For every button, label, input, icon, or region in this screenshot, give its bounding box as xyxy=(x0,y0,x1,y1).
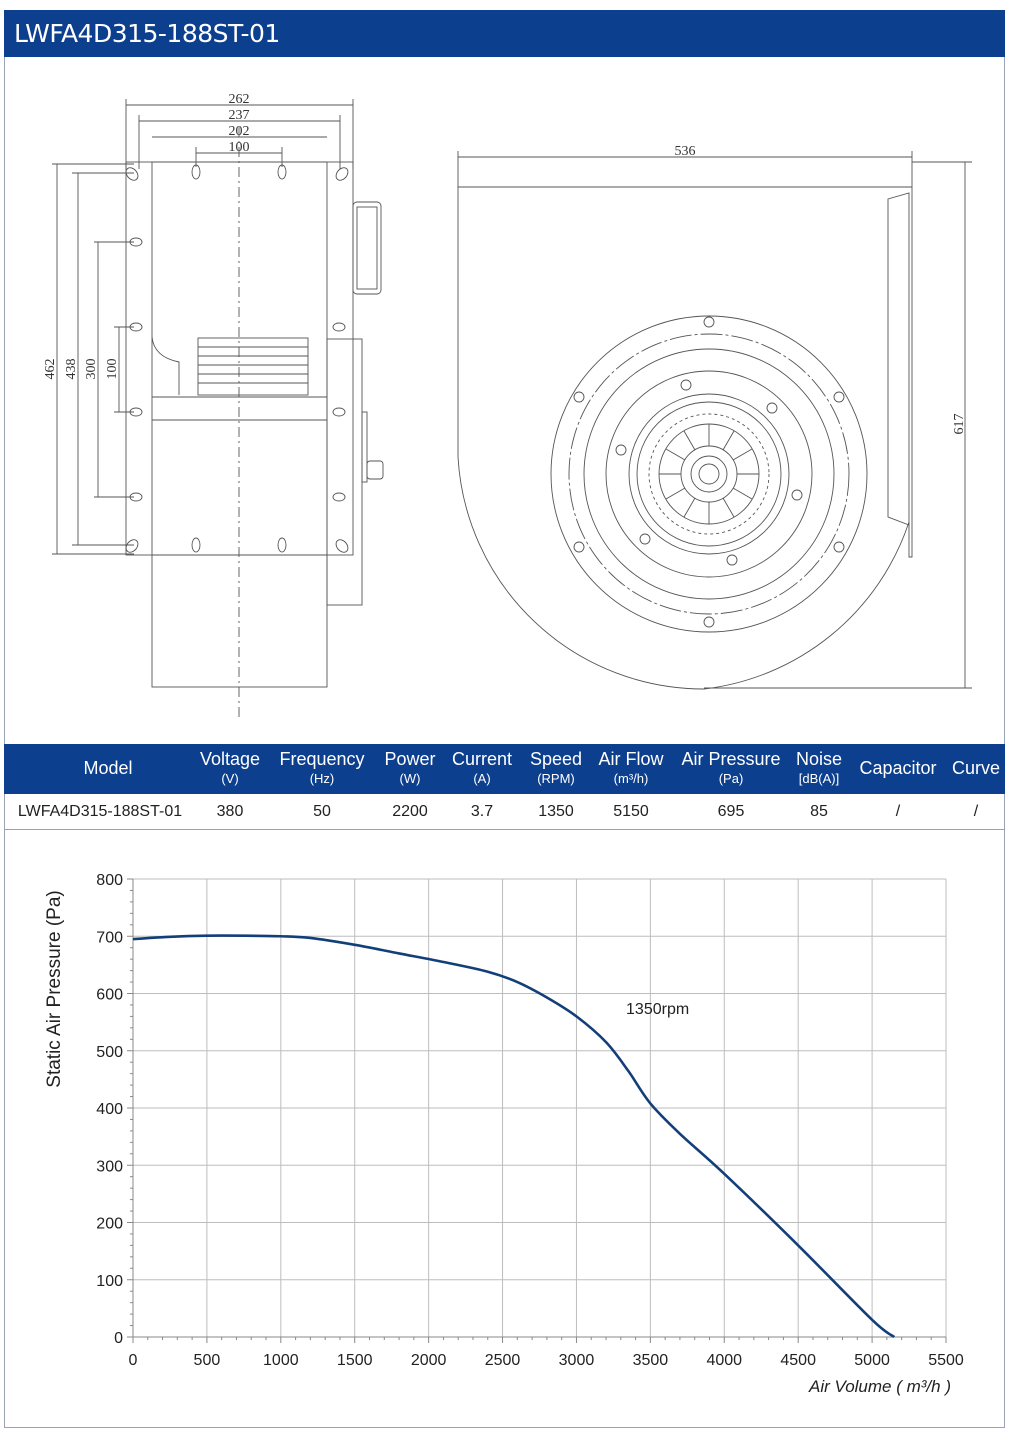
col-current xyxy=(447,744,517,794)
y-tick-label: 800 xyxy=(96,872,123,889)
col-label: Air Flow xyxy=(598,749,664,769)
dim-width-100: 100 xyxy=(228,140,250,155)
cell-model: LWFA4D315-188ST-01 xyxy=(17,803,183,820)
x-tick-label: 1500 xyxy=(336,1352,373,1369)
cell-current: 3.7 xyxy=(470,803,494,820)
cell-speed: 1350 xyxy=(538,803,574,820)
dim-height-617: 617 xyxy=(952,413,967,435)
dim-height-300: 300 xyxy=(84,358,99,380)
col-unit: (RPM) xyxy=(537,771,575,786)
col-capacitor xyxy=(854,744,942,794)
x-tick-label: 4500 xyxy=(780,1352,816,1369)
side-view xyxy=(52,99,383,717)
dim-width-262: 262 xyxy=(228,92,250,107)
dim-width-202: 202 xyxy=(228,124,250,139)
spec-table-row xyxy=(4,794,1005,830)
col-voltage xyxy=(194,744,266,794)
x-tick-label: 500 xyxy=(193,1352,221,1369)
col-curve xyxy=(948,744,1004,794)
col-power xyxy=(378,744,442,794)
mounting-holes xyxy=(124,165,351,555)
x-tick-label: 5500 xyxy=(928,1352,964,1369)
y-tick-label: 400 xyxy=(96,1101,123,1118)
col-unit: (V) xyxy=(221,771,239,786)
y-tick-label: 600 xyxy=(96,986,123,1004)
title-bar xyxy=(4,10,1005,57)
technical-drawing xyxy=(4,57,1005,743)
x-tick-label: 2000 xyxy=(410,1352,447,1369)
dim-height-438: 438 xyxy=(64,358,79,380)
x-tick-label: 3000 xyxy=(558,1352,595,1369)
x-tick-label: 1000 xyxy=(263,1352,299,1369)
col-noise xyxy=(790,744,848,794)
y-tick-labels xyxy=(96,872,123,1347)
x-tick-label: 4000 xyxy=(706,1352,743,1369)
series xyxy=(133,936,894,1337)
col-air-flow xyxy=(594,744,668,794)
col-model xyxy=(4,744,212,794)
col-label: Air Pressure xyxy=(681,749,781,769)
col-unit: [dB(A)] xyxy=(798,771,840,786)
cell-capacitor: / xyxy=(895,803,901,820)
col-frequency xyxy=(272,744,372,794)
x-tick-labels xyxy=(129,1352,964,1369)
y-tick-label: 100 xyxy=(96,1272,123,1290)
y-tick-label: 500 xyxy=(96,1043,123,1061)
col-label: Power xyxy=(384,749,436,769)
col-label: Voltage xyxy=(199,749,261,769)
x-tick-label: 2500 xyxy=(484,1352,521,1369)
dim-width-237: 237 xyxy=(228,108,250,123)
cell-air-flow: 5150 xyxy=(613,803,649,820)
cell-power: 2200 xyxy=(392,803,428,820)
col-label: Speed xyxy=(529,749,583,769)
col-label: Noise xyxy=(795,749,843,769)
x-axis-label: Air Volume ( m³/h ) xyxy=(808,1377,951,1396)
impeller-spokes xyxy=(659,424,759,524)
front-view xyxy=(458,151,972,689)
spec-table-header xyxy=(4,744,1005,794)
y-tick-label: 0 xyxy=(114,1330,123,1347)
col-label: Current xyxy=(451,749,513,769)
col-unit: (A) xyxy=(473,771,491,786)
y-tick-label: 700 xyxy=(96,929,123,947)
dim-width-536: 536 xyxy=(674,144,696,159)
col-label: Curve xyxy=(951,758,1000,778)
x-tick-label: 5000 xyxy=(854,1352,890,1369)
col-air-pressure xyxy=(676,744,786,794)
x-tick-label: 3500 xyxy=(632,1352,669,1369)
col-unit: (m³/h) xyxy=(613,771,649,786)
col-label: Capacitor xyxy=(859,758,937,778)
bolt-holes xyxy=(574,317,844,627)
cell-air-pressure: 695 xyxy=(717,803,745,820)
col-unit: (Pa) xyxy=(718,771,744,786)
col-label: Model xyxy=(83,758,133,778)
axes xyxy=(127,879,946,1343)
dim-height-462: 462 xyxy=(43,358,58,380)
col-label: Frequency xyxy=(279,749,365,769)
cell-noise: 85 xyxy=(810,803,828,820)
performance-chart xyxy=(4,831,1005,1427)
col-speed xyxy=(524,744,588,794)
dim-height-100: 100 xyxy=(105,358,120,380)
cell-voltage: 380 xyxy=(216,803,244,820)
x-tick-label: 0 xyxy=(128,1352,138,1369)
grid xyxy=(133,879,946,1337)
y-axis-label: Static Air Pressure (Pa) xyxy=(44,890,65,1088)
y-tick-label: 200 xyxy=(96,1215,123,1233)
y-tick-label: 300 xyxy=(96,1158,123,1176)
page-title: LWFA4D315-188ST-01 xyxy=(14,19,280,48)
curve-annotation: 1350rpm xyxy=(626,1000,690,1018)
cell-frequency: 50 xyxy=(313,803,331,820)
cell-curve: / xyxy=(973,803,979,820)
series-line-1350rpm xyxy=(133,936,894,1337)
col-unit: (Hz) xyxy=(309,771,335,786)
col-unit: (W) xyxy=(399,771,421,786)
